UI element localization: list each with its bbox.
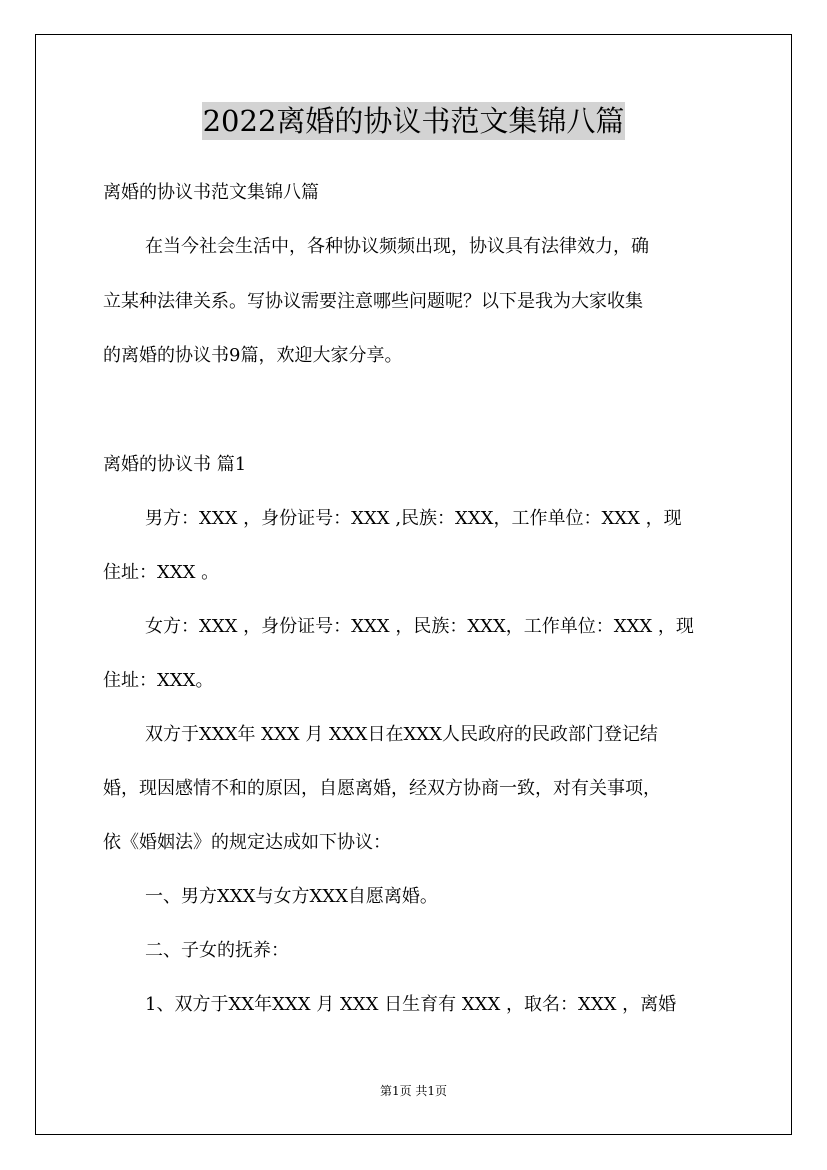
title-container (0, 102, 827, 140)
intro-line-2: 立某种法律关系。写协议需要注意哪些问题呢？以下是我为大家收集 (103, 291, 643, 312)
body-line-8: 一、男方XXX与女方XXX自愿离婚。 (145, 886, 438, 907)
body-line-6: 婚，现因感情不和的原因，自愿离婚，经双方协商一致，对有关事项， (103, 778, 661, 799)
page-footer: 第1页 共1页 (379, 1084, 448, 1098)
body-line-1: 男方：XXX ，身份证号：XXX ,民族：XXX，工作单位：XXX ，现 (145, 508, 682, 529)
body-line-10: 1、双方于XX年XXX 月 XXX 日生育有 XXX ，取名：XXX ，离婚 (145, 994, 677, 1015)
document-subtitle: 离婚的协议书范文集锦八篇 (103, 182, 319, 203)
body-line-4: 住址：XXX。 (103, 670, 214, 691)
body-line-2: 住址：XXX 。 (103, 562, 220, 583)
intro-line-3: 的离婚的协议书9篇，欢迎大家分享。 (103, 345, 403, 366)
document-title: 2022离婚的协议书范文集锦八篇 (202, 104, 625, 138)
body-line-7: 依《婚姻法》的规定达成如下协议： (103, 832, 391, 853)
intro-line-1: 在当今社会生活中，各种协议频频出现，协议具有法律效力，确 (145, 236, 649, 257)
section-heading: 离婚的协议书 篇1 (103, 454, 247, 475)
body-line-3: 女方：XXX ，身份证号：XXX ，民族：XXX，工作单位：XXX ，现 (145, 616, 694, 637)
body-line-9: 二、子女的抚养： (145, 940, 289, 961)
body-line-5: 双方于XXX年 XXX 月 XXX日在XXX人民政府的民政部门登记结 (145, 724, 658, 745)
